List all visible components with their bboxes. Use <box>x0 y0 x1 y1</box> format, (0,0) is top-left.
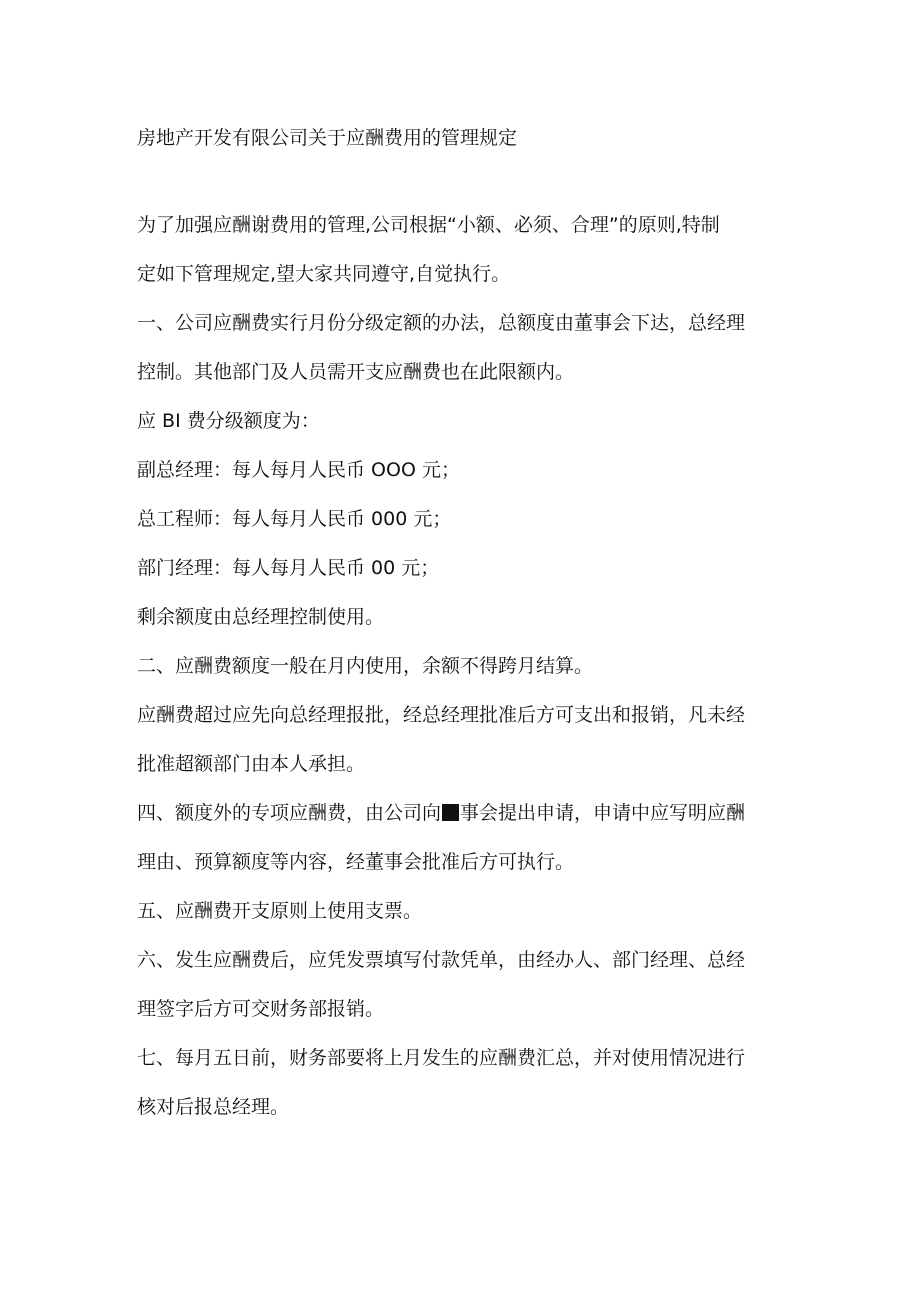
paragraph-line: 应酬费超过应先向总经理报批，经总经理批准后方可支出和报销，凡未经 <box>137 704 746 726</box>
paragraph-line: 为了加强应酬谢费用的管理,公司根据“小额、必须、合理”的原则,特制 <box>137 214 720 236</box>
paragraph-line: 六、发生应酬费后，应凭发票填写付款凭单，由经办人、部门经理、总经 <box>137 949 746 971</box>
line-head: 四、额度外的专项应酬费，由公司向 <box>137 802 442 824</box>
paragraph-line-with-block <box>137 799 787 848</box>
paragraph-line: 部门经理：每人每月人民币 00 元； <box>137 557 440 579</box>
paragraph-line: 理由、预算额度等内容，经董事会批准后方可执行。 <box>137 851 575 873</box>
filled-square-icon <box>442 804 459 821</box>
paragraph-line: 总工程师：每人每月人民币 000 元； <box>137 508 452 530</box>
paragraph-line: 副总经理：每人每月人民币 OOO 元； <box>137 459 460 481</box>
paragraph-line: 二、应酬费额度一般在月内使用，余额不得跨月结算。 <box>137 655 594 677</box>
paragraph-line: 一、公司应酬费实行月份分级定额的办法，总额度由董事会下达，总经理 <box>137 312 746 334</box>
paragraph-line: 控制。其他部门及人员需开支应酬费也在此限额内。 <box>137 361 575 383</box>
document-body <box>137 211 787 1142</box>
paragraph-line: 五、应酬费开支原则上使用支票。 <box>137 900 423 922</box>
paragraph-line: 理签字后方可交财务部报销。 <box>137 998 385 1020</box>
paragraph-line: 核对后报总经理。 <box>137 1096 290 1118</box>
paragraph-line: 批准超额部门由本人承担。 <box>137 753 366 775</box>
line-tail: 事会提出申请，申请中应写明应酬 <box>460 802 746 824</box>
paragraph-line: 七、每月五日前，财务部要将上月发生的应酬费汇总，并对使用情况进行 <box>137 1047 746 1069</box>
paragraph-line: 剩余额度由总经理控制使用。 <box>137 606 385 628</box>
document-title: 房地产开发有限公司关于应酬费用的管理规定 <box>137 127 518 149</box>
paragraph-line: 应 BI 费分级额度为： <box>137 410 320 432</box>
paragraph-line: 定如下管理规定,望大家共同遵守,自觉执行。 <box>137 263 511 285</box>
